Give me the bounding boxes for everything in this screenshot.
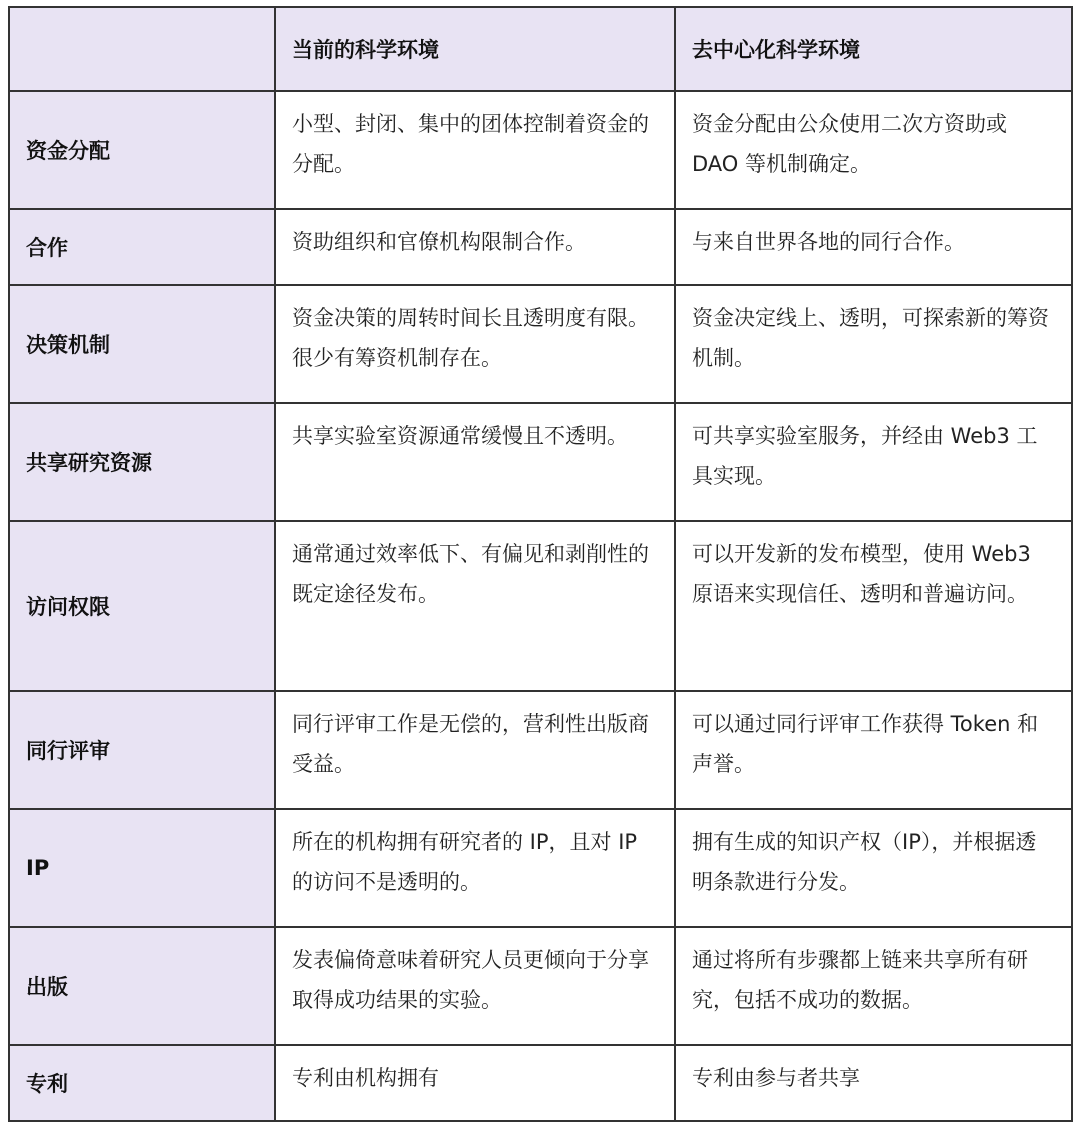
header-decentralized-environment: 去中心化科学环境 [675, 7, 1072, 91]
table-row [9, 1045, 1072, 1121]
current-cell: 通常通过效率低下、有偏见和剥削性的既定途径发布。 [275, 521, 675, 691]
table-row [9, 521, 1072, 691]
row-label: 资金分配 [9, 91, 275, 209]
decentralized-cell: 拥有生成的知识产权（IP），并根据透明条款进行分发。 [675, 809, 1072, 927]
table-row [9, 209, 1072, 285]
current-cell: 发表偏倚意味着研究人员更倾向于分享取得成功结果的实验。 [275, 927, 675, 1045]
decentralized-cell: 可共享实验室服务，并经由 Web3 工具实现。 [675, 403, 1072, 521]
decentralized-cell: 通过将所有步骤都上链来共享所有研究，包括不成功的数据。 [675, 927, 1072, 1045]
current-cell: 资助组织和官僚机构限制合作。 [275, 209, 675, 285]
table-row [9, 403, 1072, 521]
decentralized-cell: 资金决定线上、透明，可探索新的筹资机制。 [675, 285, 1072, 403]
row-label: 合作 [9, 209, 275, 285]
decentralized-cell: 与来自世界各地的同行合作。 [675, 209, 1072, 285]
comparison-table-wrapper [8, 6, 1073, 1122]
comparison-table [8, 6, 1073, 1122]
row-label: IP [9, 809, 275, 927]
current-cell: 资金决策的周转时间长且透明度有限。很少有筹资机制存在。 [275, 285, 675, 403]
table-header-row [9, 7, 1072, 91]
table-row [9, 91, 1072, 209]
table-row [9, 927, 1072, 1045]
decentralized-cell: 专利由参与者共享 [675, 1045, 1072, 1121]
decentralized-cell: 可以通过同行评审工作获得 Token 和声誉。 [675, 691, 1072, 809]
current-cell: 同行评审工作是无偿的，营利性出版商受益。 [275, 691, 675, 809]
row-label: 出版 [9, 927, 275, 1045]
decentralized-cell: 资金分配由公众使用二次方资助或 DAO 等机制确定。 [675, 91, 1072, 209]
decentralized-cell: 可以开发新的发布模型，使用 Web3 原语来实现信任、透明和普遍访问。 [675, 521, 1072, 691]
table-row [9, 691, 1072, 809]
row-label: 访问权限 [9, 521, 275, 691]
row-label: 专利 [9, 1045, 275, 1121]
row-label: 共享研究资源 [9, 403, 275, 521]
current-cell: 所在的机构拥有研究者的 IP，且对 IP 的访问不是透明的。 [275, 809, 675, 927]
current-cell: 专利由机构拥有 [275, 1045, 675, 1121]
row-label: 同行评审 [9, 691, 275, 809]
current-cell: 小型、封闭、集中的团体控制着资金的分配。 [275, 91, 675, 209]
header-corner-cell [9, 7, 275, 91]
current-cell: 共享实验室资源通常缓慢且不透明。 [275, 403, 675, 521]
row-label: 决策机制 [9, 285, 275, 403]
table-row [9, 285, 1072, 403]
header-current-environment: 当前的科学环境 [275, 7, 675, 91]
table-row [9, 809, 1072, 927]
